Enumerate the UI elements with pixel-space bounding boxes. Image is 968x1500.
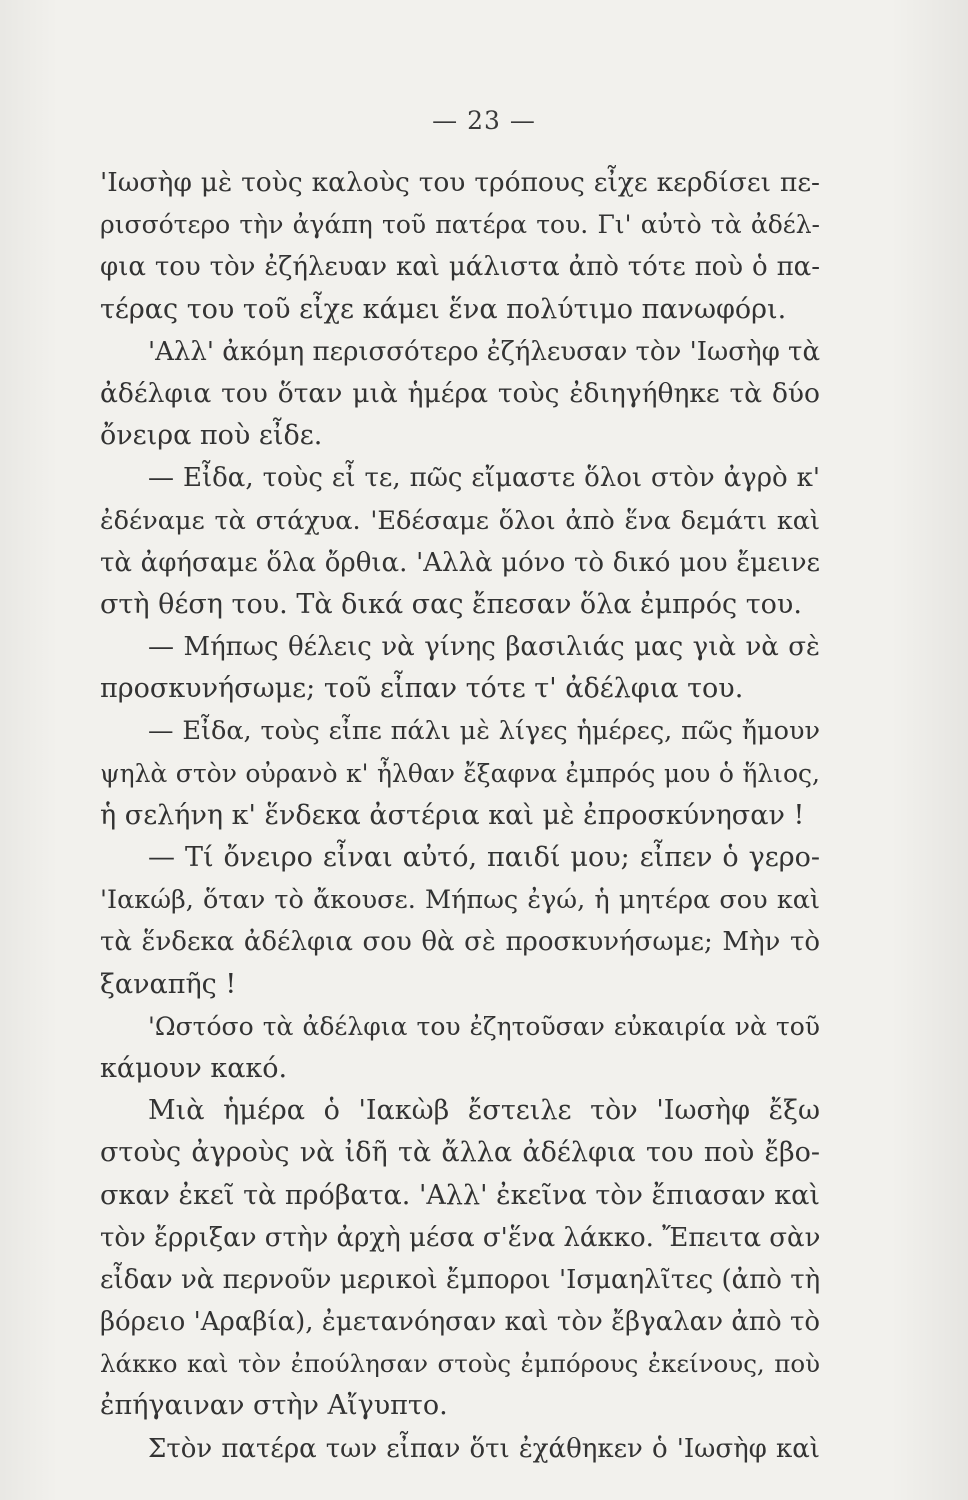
text-line: 'Ιωσὴφ μὲ τοὺς καλοὺς του τρόπους εἶχε κερδίσει πε- (100, 167, 820, 198)
text-line: τὸν ἔρριξαν στὴν ἀρχὴ μέσα σ'ἕνα λάκκο. Ἔπειτα σὰν (100, 1222, 820, 1253)
text-line: ψηλὰ στὸν οὐρανὸ κ' ἦλθαν ἔξαφνα ἐμπρός μου ὁ ἥλιος, (100, 758, 820, 788)
text-line: βόρειο 'Αραβία), ἐμετανόησαν καὶ τὸν ἔβγαλαν ἀπὸ τὸ (100, 1307, 820, 1338)
text-line: — Εἶδα, τοὺς εἶ τε, πῶς εἴμαστε ὅλοι στὸν ἀγρὸ κ' (148, 463, 820, 494)
text-line: 'Αλλ' ἀκόμη περισσότερο ἐζήλευσαν τὸν 'Ιωσὴφ τὰ (148, 336, 820, 367)
text-line: ρισσότερο τὴν ἀγάπη τοῦ πατέρα του. Γι' αὐτὸ τὰ ἀδέλ- (100, 210, 820, 240)
text-line: — Εἶδα, τοὺς εἶπε πάλι μὲ λίγες ἡμέρες, πῶς ἤμουν (148, 716, 820, 747)
text-line: Στὸν πατέρα των εἶπαν ὅτι ἐχάθηκεν ὁ 'Ιωσὴφ καὶ (148, 1433, 820, 1464)
text-line: ἀδέλφια του ὅταν μιὰ ἡμέρα τοὺς ἐδιηγήθηκε τὰ δύο (100, 377, 820, 409)
text-line: κάμουν κακό. (100, 1052, 288, 1084)
text-line: ἐδέναμε τὰ στάχυα. 'Εδέσαμε ὅλοι ἀπὸ ἕνα δεμάτι καὶ (100, 505, 820, 536)
text-line: φια του τὸν ἐζήλευαν καὶ μάλιστα ἀπὸ τότε ποὺ ὁ πα- (100, 252, 820, 283)
text-line: 'Ωστόσο τὰ ἀδέλφια του ἐζητοῦσαν εὐκαιρία νὰ τοῦ (148, 1011, 820, 1041)
text-line: τέρας του τοῦ εἶχε κάμει ἕνα πολύτιμο πανωφόρι. (100, 293, 787, 325)
text-line: 'Ιακώβ, ὅταν τὸ ἄκουσε. Μήπως ἐγώ, ἡ μητέρα σου καὶ (100, 885, 820, 916)
text-line: ὄνειρα ποὺ εἶδε. (100, 420, 323, 452)
text-line: λάκκο καὶ τὸν ἐπούλησαν στοὺς ἐμπόρους ἐκείνους, ποὺ (100, 1349, 820, 1379)
text-line: Μιὰ ἡμέρα ὁ 'Ιακὼβ ἔστειλε τὸν 'Ιωσὴφ ἔξω (148, 1095, 820, 1127)
text-line: — Τί ὄνειρο εἶναι αὐτό, παιδί μου; εἶπεν ὁ γερο- (148, 842, 820, 873)
text-line: προσκυνήσωμε; τοῦ εἶπαν τότε τ' ἀδέλφια του. (100, 673, 744, 705)
text-line: στὴ θέση του. Τὰ δικά σας ἔπεσαν ὅλα ἐμπρός του. (100, 588, 802, 620)
text-line: τὰ ἕνδεκα ἀδέλφια σου θὰ σὲ προσκυνήσωμε; Μὴν τὸ (100, 927, 820, 958)
text-line: σκαν ἐκεῖ τὰ πρόβατα. 'Αλλ' ἐκεῖνα τὸν ἔπιασαν καὶ (100, 1179, 820, 1211)
text-line: εἶδαν νὰ περνοῦν μερικοὶ ἔμποροι 'Ισμαηλῖτες (ἀπὸ τὴ (100, 1264, 820, 1295)
text-line: — Μήπως θέλεις νὰ γίνης βασιλιάς μας γιὰ νὰ σὲ (148, 632, 820, 663)
page-number: — 23 — (432, 106, 536, 135)
text-line: ἡ σελήνη κ' ἕνδεκα ἀστέρια καὶ μὲ ἐπροσκύνησαν ! (100, 799, 805, 831)
text-line: τὰ ἀφήσαμε ὅλα ὄρθια. 'Αλλὰ μόνο τὸ δικό μου ἔμεινε (100, 547, 820, 578)
text-line: ξαναπῆς ! (100, 968, 237, 1000)
body-text (100, 162, 820, 1470)
text-line: στοὺς ἀγροὺς νὰ ἰδῆ τὰ ἄλλα ἀδέλφια του ποὺ ἔβο- (100, 1137, 820, 1169)
text-line: ἐπήγαιναν στὴν Αἴγυπτο. (100, 1390, 448, 1422)
